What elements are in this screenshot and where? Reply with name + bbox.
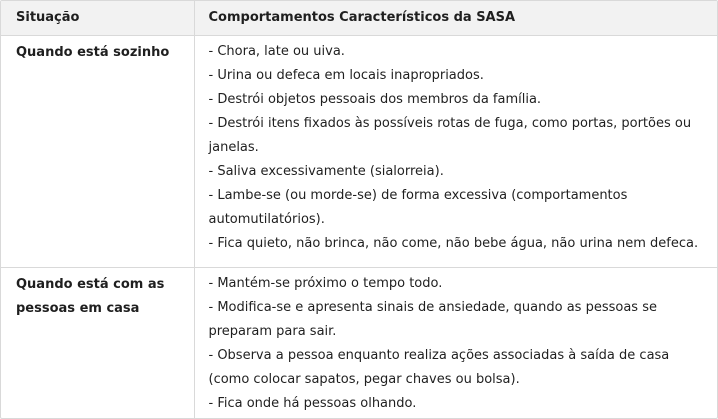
situation-cell: Quando está com as pessoas em casa (1, 267, 194, 419)
table-row (1, 267, 717, 419)
behavior-item: - Saliva excessivamente (sialorreia). (208, 163, 444, 179)
behaviors-cell (194, 267, 717, 419)
situation-cell: Quando está sozinho (16, 44, 170, 60)
behavior-item: - Lambe-se (ou morde-se) de forma excessiva (comportamentos automutilatórios). (208, 187, 628, 227)
behavior-table (1, 1, 717, 419)
behavior-item: - Chora, late ou uiva. (208, 43, 345, 59)
behavior-item: - Fica onde há pessoas olhando. (208, 395, 417, 411)
behavior-item: - Destrói itens fixados às possíveis rotas de fuga, como portas, portões ou janelas. (208, 115, 692, 155)
behavior-item: - Mantém-se próximo o tempo todo. (208, 275, 443, 291)
table-header-row (1, 1, 717, 35)
header-situation: Situação (1, 1, 194, 35)
behavior-item: - Fica quieto, não brinca, não come, não bebe água, não urina nem defeca. (208, 235, 699, 251)
table-row (1, 35, 717, 267)
behaviors-cell (194, 35, 717, 267)
behavior-item: - Destrói objetos pessoais dos membros da família. (208, 91, 542, 107)
header-behaviors: Comportamentos Característicos da SASA (194, 1, 717, 35)
behavior-item: - Modifica-se e apresenta sinais de ansiedade, quando as pessoas se preparam para sair. (208, 299, 657, 339)
behavior-item: - Observa a pessoa enquanto realiza ações associadas à saída de casa (como colocar sapatos, pegar chaves ou bolsa). (208, 347, 670, 387)
behavior-item: - Urina ou defeca em locais inapropriados. (208, 67, 484, 83)
